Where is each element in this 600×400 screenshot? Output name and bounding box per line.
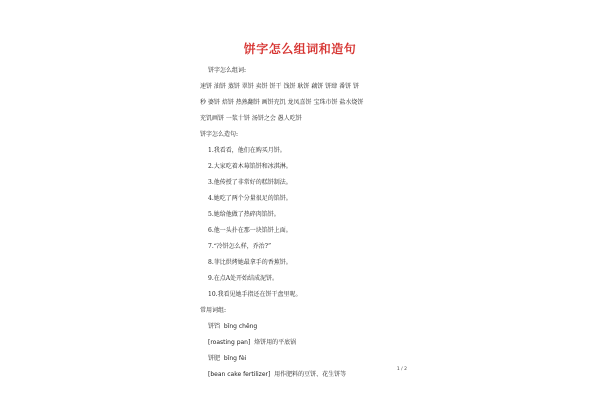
phrase-2-line [200, 354, 420, 363]
sentence-item: 10.我看见她手指还在饼干盘里呢。 [208, 291, 302, 298]
sentence-item: 1.我看看，他们在购买月饼。 [208, 147, 286, 154]
sentence-item: 2.大家吃着木莓馅饼和冰淇淋。 [208, 163, 292, 170]
word-line-3: 充饥画饼 一浆十饼 汤饼之会 愚人吃饼 [200, 115, 302, 122]
word-line-2: 秒 婆饼 焙饼 热熟翻饼 画饼充饥 龙凤喜饼 宝珠市饼 盐水烧饼 [200, 99, 364, 106]
phrase-1-line [200, 322, 420, 331]
phrase-1-definition: 烙饼用的平底锅 [254, 339, 297, 346]
phrase-2-word: 饼肥 [208, 355, 221, 362]
sentence-item: 5.她给他做了热碎肉馅饼。 [208, 211, 280, 218]
sentence-item: 4.她吃了两个分量很足的馅饼。 [208, 195, 292, 202]
page-number: 1 / 2 [396, 367, 407, 372]
sentence-item: 8.菲比烘烤她最拿手的香蕉饼。 [208, 259, 292, 266]
phrases-heading: 常用词组: [200, 307, 227, 314]
sentence-item: 6.他一头扑在那一块馅饼上面。 [208, 227, 292, 234]
phrase-2-pinyin: bǐng fèi [223, 355, 247, 362]
sentence-item: 3.他传授了非常好的糕饼制法。 [208, 179, 292, 186]
document-title: 饼字怎么组词和造句 [243, 42, 357, 56]
phrase-1-word: 饼铛 [208, 323, 221, 330]
document-body [200, 66, 420, 379]
word-line-1: 速饼 油饼 蒸饼 翠饼 卖饼 饼干 饯饼 耿饼 藕饼 饼肆 番饼 饼 [200, 83, 359, 90]
phrase-1-pinyin: bǐng chēng [223, 323, 258, 330]
sentence-item: 9.在点A处开始结成泥饼。 [208, 275, 279, 282]
phrase-1-english: [roasting pan] [208, 339, 251, 346]
phrase-2-definition-line [200, 370, 420, 379]
sentences-heading: 饼字怎么造句: [200, 131, 239, 138]
phrase-2-english: [bean cake fertilizer] [208, 371, 271, 378]
phrase-1-definition-line [200, 338, 420, 347]
phrase-2-definition: 用作肥料的豆饼、花生饼等 [274, 371, 347, 378]
sentence-item: 7.“冷饼怎么样，乔治?” [208, 243, 272, 250]
words-heading: 饼字怎么组词: [208, 67, 247, 74]
